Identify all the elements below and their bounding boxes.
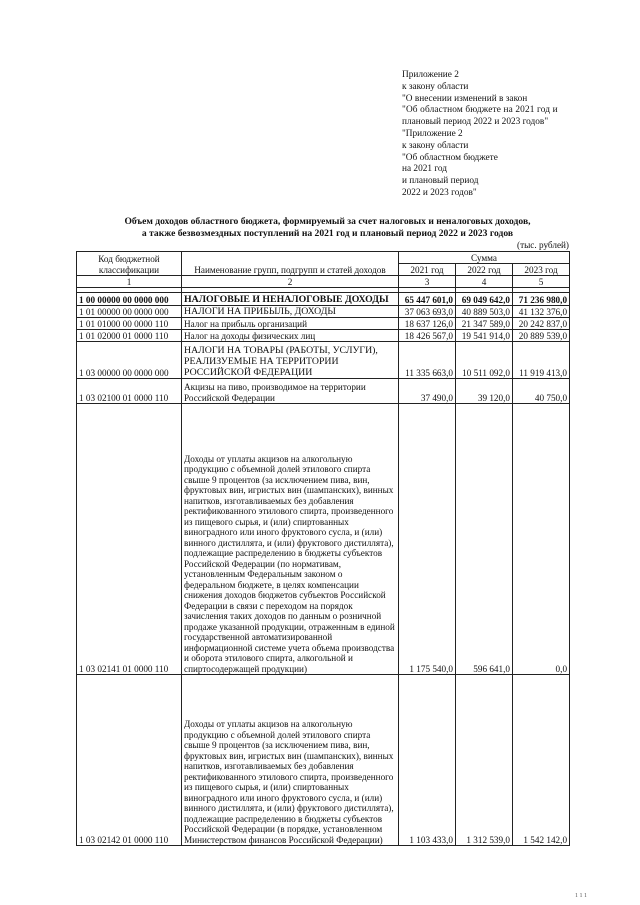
appendix-note — [402, 70, 632, 200]
header-2022: 2022 год — [456, 264, 513, 276]
units-label: (тыс. рублей) — [517, 240, 569, 250]
row-code: 1 00 00000 00 0000 000 — [77, 293, 182, 306]
column-number: 3 — [399, 276, 456, 288]
row-name: НАЛОГОВЫЕ И НЕНАЛОГОВЫЕ ДОХОДЫ — [182, 293, 399, 306]
row-value-2021: 11 335 663,0 — [399, 342, 456, 379]
appendix-line: 2022 и 2023 годов" — [402, 187, 477, 198]
row-value-2022: 40 889 503,0 — [456, 306, 513, 318]
row-value-2022: 21 347 589,0 — [456, 318, 513, 330]
column-number: 4 — [456, 276, 513, 288]
appendix-line: плановый период 2022 и 2023 годов" — [402, 117, 549, 128]
table-row — [77, 318, 570, 330]
header-sum: Сумма — [399, 252, 570, 264]
row-value-2022: 596 641,0 — [456, 404, 513, 675]
row-name: Налог на доходы физических лиц — [182, 330, 399, 342]
appendix-line: и плановый период — [402, 176, 479, 187]
row-value-2022: 19 541 914,0 — [456, 330, 513, 342]
row-code: 1 03 02142 01 0000 110 — [77, 675, 182, 846]
row-code: 1 01 02000 01 0000 110 — [77, 330, 182, 342]
appendix-line: Приложение 2 — [402, 70, 459, 80]
document-title — [80, 216, 575, 239]
row-value-2023: 71 236 980,0 — [513, 293, 570, 306]
appendix-line: к закону области — [402, 81, 469, 92]
row-value-2021: 37 490,0 — [399, 379, 456, 404]
row-value-2022: 10 511 092,0 — [456, 342, 513, 379]
header-2023: 2023 год — [513, 264, 570, 276]
revenue-table — [76, 251, 570, 846]
table-row — [77, 330, 570, 342]
header-2021: 2021 год — [399, 264, 456, 276]
row-name: Доходы от уплаты акцизов на алкогольную продукцию с объемной долей этилового спирта свыше 9 процентов (за исключением пива, вин, фруктовых вин, игристых вин (шампанских), винных напитков, изготавливаемых без добавления ректификованного этилового спирта, произведенного из пищевого сырья, и (или) спиртованных виноградного или иного фруктового сусла, и (или) винного дистиллята, и (или) фруктового дистиллята), подлежащие распределению в бюджеты субъектов Российской Федерации (в порядке, установленном Министерством финансов Российской Федерации) — [182, 675, 399, 846]
column-number: 5 — [513, 276, 570, 288]
header-code: Код бюджетной классификации — [77, 252, 182, 276]
row-name: Налог на прибыль организаций — [182, 318, 399, 330]
row-value-2021: 1 103 433,0 — [399, 675, 456, 846]
row-value-2023: 41 132 376,0 — [513, 306, 570, 318]
row-value-2023: 40 750,0 — [513, 379, 570, 404]
row-value-2023: 20 242 837,0 — [513, 318, 570, 330]
appendix-line: "Приложение 2 — [402, 128, 463, 139]
row-value-2022: 1 312 539,0 — [456, 675, 513, 846]
title-line-2: а также безвозмездных поступлений на 2021 год и плановый период 2022 и 2023 годов — [141, 227, 514, 239]
row-value-2022: 39 120,0 — [456, 379, 513, 404]
appendix-line: "Об областном бюджете — [402, 152, 498, 163]
appendix-line: к закону области — [402, 140, 469, 151]
title-line-1: Объем доходов областного бюджета, формируемый за счет налоговых и неналоговых доходов, — [124, 216, 531, 227]
table-row — [77, 293, 570, 306]
row-value-2023: 1 542 142,0 — [513, 675, 570, 846]
row-code: 1 01 00000 00 0000 000 — [77, 306, 182, 318]
row-value-2023: 11 919 413,0 — [513, 342, 570, 379]
row-value-2023: 0,0 — [513, 404, 570, 675]
row-value-2021: 18 426 567,0 — [399, 330, 456, 342]
row-name: НАЛОГИ НА ТОВАРЫ (РАБОТЫ, УСЛУГИ), РЕАЛИЗУЕМЫЕ НА ТЕРРИТОРИИ РОССИЙСКОЙ ФЕДЕРАЦИИ — [182, 342, 399, 379]
table-row — [77, 404, 570, 675]
row-code: 1 01 01000 00 0000 110 — [77, 318, 182, 330]
row-value-2021: 18 637 126,0 — [399, 318, 456, 330]
column-number: 2 — [182, 276, 399, 288]
row-code: 1 03 02100 01 0000 110 — [77, 379, 182, 404]
header-name: Наименование групп, подгрупп и статей доходов — [182, 252, 399, 276]
row-name: Акцизы на пиво, производимое на территории Российской Федерации — [182, 379, 399, 404]
row-value-2021: 1 175 540,0 — [399, 404, 456, 675]
row-value-2022: 69 049 642,0 — [456, 293, 513, 306]
column-number-row — [77, 276, 570, 288]
row-value-2021: 65 447 601,0 — [399, 293, 456, 306]
row-value-2021: 37 063 693,0 — [399, 306, 456, 318]
page-mark: 1 1 1 — [575, 893, 587, 899]
row-code: 1 03 00000 00 0000 000 — [77, 342, 182, 379]
row-name: Доходы от уплаты акцизов на алкогольную продукцию с объемной долей этилового спирта свыше 9 процентов (за исключением пива, вин, фруктовых вин, игристых вин (шампанских), винных напитков, изготавливаемых без добавления ректификованного этилового спирта, произведенного из пищевого сырья, и (или) спиртованных виноградного или иного фруктового сусла, и (или) винного дистиллята, и (или) фруктового дистиллята), подлежащие распределению в бюджеты субъектов Российской Федерации (по нормативам, установленным Федеральным законом о федеральном бюджете, в целях компенсации снижения доходов бюджетов субъектов Российской Федерации в связи с переходом на порядок зачисления таких доходов по данным о розничной продаже указанной продукции, отраженным в единой государственной автоматизированной информационной системе учета объема производства и оборота этилового спирта, алкогольной и спиртосодержащей продукции) — [182, 404, 399, 675]
table-row — [77, 379, 570, 404]
table-row — [77, 342, 570, 379]
row-code: 1 03 02141 01 0000 110 — [77, 404, 182, 675]
table-row — [77, 306, 570, 318]
row-value-2023: 20 889 539,0 — [513, 330, 570, 342]
column-number: 1 — [77, 276, 182, 288]
appendix-line: "Об областном бюджете на 2021 год и — [402, 105, 558, 116]
appendix-line: "О внесении изменений в закон — [402, 93, 528, 104]
row-name: НАЛОГИ НА ПРИБЫЛЬ, ДОХОДЫ — [182, 306, 399, 318]
appendix-line: на 2021 год — [402, 164, 448, 175]
table-row — [77, 675, 570, 846]
table-header-row — [77, 252, 570, 264]
